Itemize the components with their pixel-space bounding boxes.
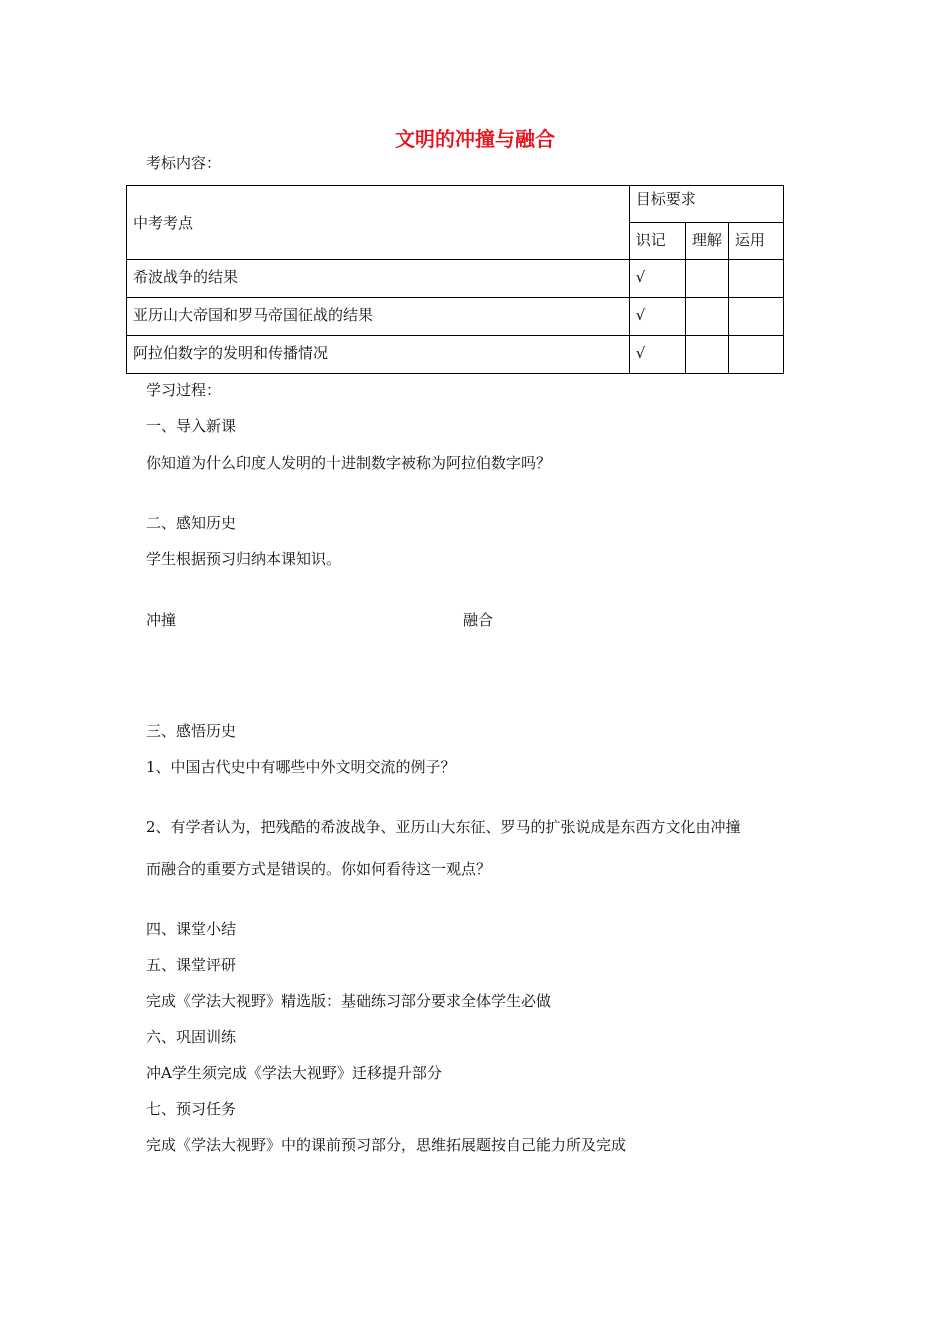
section-3-question-2-line-2: 而融合的重要方式是错误的。你如何看待这一观点？ <box>146 860 492 878</box>
table-row-empty <box>685 260 728 298</box>
section-3-question-1: 1、中国古代史中有哪些中外文明交流的例子？ <box>146 758 456 776</box>
section-3-heading: 三、感悟历史 <box>146 722 237 740</box>
table-row-mark: √ <box>629 336 685 374</box>
section-5-heading: 五、课堂评研 <box>146 956 237 974</box>
section-3-question-2-line-1: 2、有学者认为，把残酷的希波战争、亚历山大东征、罗马的扩张说成是东西方文化由冲撞 <box>146 818 741 836</box>
header-sub-apply: 运用 <box>728 223 783 260</box>
table-row-point: 阿拉伯数字的发明和传播情况 <box>127 336 630 374</box>
table-row-point: 亚历山大帝国和罗马帝国征战的结果 <box>127 298 630 336</box>
standards-table <box>126 185 784 374</box>
collision-label: 冲撞 <box>146 611 177 629</box>
section-4-heading: 四、课堂小结 <box>146 920 237 938</box>
header-point: 中考考点 <box>127 186 630 260</box>
standards-label: 考标内容： <box>146 154 222 172</box>
table-row-empty <box>728 336 783 374</box>
process-label: 学习过程： <box>146 381 222 399</box>
section-6-heading: 六、巩固训练 <box>146 1028 237 1046</box>
table-row-empty <box>728 260 783 298</box>
section-5-text: 完成《学法大视野》精选版：基础练习部分要求全体学生必做 <box>146 992 552 1010</box>
section-1-heading: 一、导入新课 <box>146 417 237 435</box>
fusion-label: 融合 <box>463 611 494 629</box>
page-title: 文明的冲撞与融合 <box>395 127 555 151</box>
section-2-heading: 二、感知历史 <box>146 514 237 532</box>
section-7-heading: 七、预习任务 <box>146 1100 237 1118</box>
header-goal: 目标要求 <box>629 186 783 223</box>
header-sub-understand: 理解 <box>685 223 728 260</box>
table-row-mark: √ <box>629 260 685 298</box>
table-row-empty <box>685 298 728 336</box>
table-row-empty <box>728 298 783 336</box>
section-2-text: 学生根据预习归纳本课知识。 <box>146 550 342 568</box>
section-1-question: 你知道为什么印度人发明的十进制数字被称为阿拉伯数字吗？ <box>146 454 552 472</box>
table-row-point: 希波战争的结果 <box>127 260 630 298</box>
section-6-text: 冲A学生须完成《学法大视野》迁移提升部分 <box>146 1064 442 1082</box>
table-row-empty <box>685 336 728 374</box>
section-7-text: 完成《学法大视野》中的课前预习部分，思维拓展题按自己能力所及完成 <box>146 1136 627 1154</box>
table-row-mark: √ <box>629 298 685 336</box>
header-sub-remember: 识记 <box>629 223 685 260</box>
